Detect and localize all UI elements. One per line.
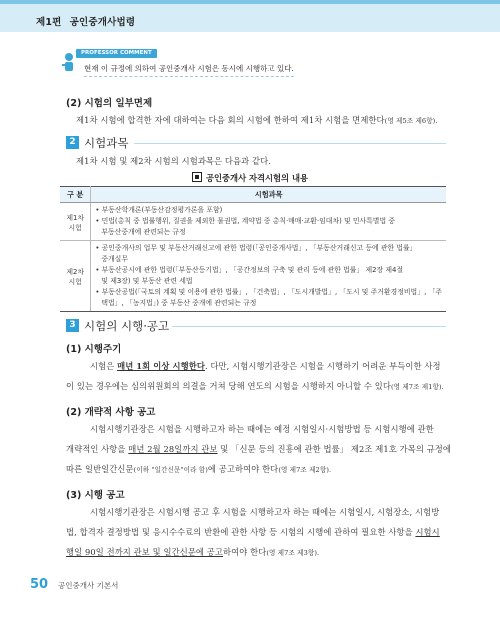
table-header-row bbox=[60, 187, 446, 203]
exam-notice-text-b: 하여야 한다 bbox=[223, 547, 267, 557]
section-2-number: 2 bbox=[66, 136, 79, 149]
table-caption-text: 공인중개사 자격시험의 내용 bbox=[206, 173, 308, 183]
subject-bullet bbox=[95, 205, 442, 216]
row-label: 제1차 시험 bbox=[60, 203, 91, 241]
bullet-dot-icon: • bbox=[95, 206, 102, 214]
exam-notice-heading: (3) 시행 공고 bbox=[66, 490, 125, 501]
frequency-text-c: 이 있는 경우에는 심의위원회의 의결을 거쳐 당해 연도의 시험을 시행하지 아니할 수 있다 bbox=[66, 381, 391, 391]
exam-notice-emphasis-a: 시험시 bbox=[415, 527, 440, 537]
row-subjects bbox=[91, 203, 446, 241]
page-number: 50 bbox=[30, 577, 49, 592]
subject-bullet bbox=[95, 243, 442, 254]
notice-text-b: 및 「신문 등의 진흥에 관한 법률」 제2조 제1호 가목의 규정에 bbox=[217, 444, 452, 454]
partial-exemption-text bbox=[76, 114, 438, 126]
exam-subjects-table bbox=[60, 186, 446, 312]
notice-heading: (2) 개략적 사항 공고 bbox=[66, 407, 156, 418]
row-subjects bbox=[91, 241, 446, 312]
frequency-ref: (영 제7조 제1항). bbox=[390, 383, 444, 391]
subject-text: 및 제3장) 및 부동산 관련 세법 bbox=[101, 277, 193, 285]
subject-text: 민법(총칙 중 법률행위, 질권을 제외한 물권법, 계약법 중 총칙·매매·교환·임대차) 및 민사특별법 중 bbox=[101, 217, 395, 225]
table-row bbox=[60, 241, 446, 312]
table-row bbox=[60, 203, 446, 241]
col-header-subjects: 시험과목 bbox=[91, 187, 446, 203]
exam-notice-line-1: 시험시행기관장은 시험시행 공고 후 시험을 시행하고자 하는 때에는 시험일시, 시험장소, 시험방 bbox=[90, 507, 440, 517]
header-band bbox=[0, 0, 500, 4]
subject-text: 부동산학개론(부동산감정평가론을 포함) bbox=[101, 206, 223, 214]
exam-notice-line-3 bbox=[66, 546, 319, 558]
partial-exemption-heading: (2) 시험의 일부면제 bbox=[66, 98, 153, 109]
section-3-title: 시험의 시행·공고 bbox=[84, 319, 170, 333]
frequency-emphasis: 매년 1회 이상 시행한다 bbox=[117, 361, 205, 371]
exam-notice-text-a: 법, 합격자 결정방법 및 응시수수료의 반환에 관한 사항 등 시험의 시행에 관하여 필요한 사항을 bbox=[66, 527, 416, 537]
subject-bullet bbox=[95, 216, 442, 227]
header-title: 공인중개사법령 bbox=[69, 17, 136, 28]
subject-text: 부동산공법(「국토의 계획 및 이용에 관한 법률」, 「건축법」, 「도시개발법」, 「도시 및 주거환경정비법」, 「주 bbox=[101, 288, 442, 296]
exam-notice-emphasis-b: 행일 90일 전까지 관보 및 일간신문에 공고 bbox=[66, 547, 224, 557]
frequency-line-2 bbox=[66, 380, 444, 392]
partial-exemption-body: 제1차 시험에 합격한 자에 대하여는 다음 회의 시험에 한하여 제1차 시험을 면제한다 bbox=[76, 115, 385, 125]
subject-continuation bbox=[95, 254, 442, 265]
exam-notice-ref: (영 제7조 제3항). bbox=[266, 549, 320, 557]
bullet-dot-icon: • bbox=[95, 217, 102, 225]
subject-text: 부동산중개에 관련되는 규정 bbox=[101, 228, 186, 236]
bullet-dot-icon: • bbox=[95, 266, 102, 274]
section-3-number: 3 bbox=[66, 319, 79, 332]
subject-bullet bbox=[95, 265, 442, 276]
section-2-title: 시험과목 bbox=[84, 136, 129, 150]
subject-bullet bbox=[95, 287, 442, 298]
subject-continuation bbox=[95, 298, 442, 309]
bullet-dot-icon: • bbox=[95, 244, 102, 252]
table-body bbox=[60, 203, 446, 312]
frequency-heading: (1) 시행주기 bbox=[66, 344, 122, 355]
notice-emphasis: 매년 2월 28일까지 관보 bbox=[128, 444, 218, 454]
comment-tag: PROFESSOR COMMENT bbox=[76, 49, 157, 58]
notice-text-d: 에 공고하여야 한다 bbox=[207, 464, 279, 474]
subject-continuation bbox=[95, 276, 442, 287]
notice-text-c: 따른 일반일간신문 bbox=[66, 464, 134, 474]
exam-notice-line-2 bbox=[66, 526, 440, 538]
notice-line-1: 시험시행기관장은 시험을 시행하고자 하는 때에는 예정 시험일시·시험방법 등 시험시행에 관한 bbox=[90, 424, 434, 434]
bullet-dot-icon: • bbox=[95, 288, 102, 296]
subject-text: 택법」, 「농지법」) 중 부동산 중개에 관련되는 규정 bbox=[101, 299, 257, 307]
row-label: 제2차 시험 bbox=[60, 241, 91, 312]
frequency-text-b: . 다만, 시험시행기관장은 시험을 시행하기 어려운 부득이한 사정 bbox=[204, 361, 441, 371]
notice-line-3 bbox=[66, 463, 331, 475]
section-2-rule bbox=[134, 143, 446, 144]
header-part: 제1편 bbox=[36, 17, 62, 28]
book-title: 공인중개사 기본서 bbox=[58, 581, 119, 590]
comment-divider bbox=[84, 76, 294, 77]
notice-text-a: 개략적인 사항을 bbox=[66, 444, 129, 454]
subject-text: 중개실무 bbox=[101, 255, 128, 263]
frequency-text-a: 시험은 bbox=[90, 361, 118, 371]
comment-text: 현재 이 규정에 의하여 공인중개사 시험은 동시에 시행하고 있다. bbox=[84, 64, 294, 73]
partial-exemption-ref: (영 제5조 제6항). bbox=[384, 117, 438, 125]
section-3-rule bbox=[172, 326, 446, 327]
notice-ref: (영 제7조 제2항). bbox=[278, 466, 332, 474]
col-header-category: 구 분 bbox=[60, 187, 91, 203]
subject-continuation bbox=[95, 227, 442, 238]
frequency-line-1 bbox=[90, 360, 441, 372]
notice-line-2 bbox=[66, 443, 451, 455]
caption-box-icon bbox=[192, 172, 202, 182]
notice-abbr-note: (이하 "일간신문"이라 함) bbox=[133, 466, 208, 474]
subject-text: 공인중개사의 업무 및 부동산거래신고에 관한 법령(「공인중개사법」, 「부동산거래신고 등에 관한 법률」 bbox=[101, 244, 417, 252]
section-2-intro: 제1차 시험 및 제2차 시험의 시험과목은 다음과 같다. bbox=[76, 156, 271, 166]
table-caption bbox=[0, 172, 500, 184]
running-header bbox=[36, 14, 135, 28]
subject-text: 부동산공시에 관한 법령(「부동산등기법」, 「공간정보의 구축 및 관리 등에 관한 법률」 제2장 제4절 bbox=[101, 266, 404, 274]
